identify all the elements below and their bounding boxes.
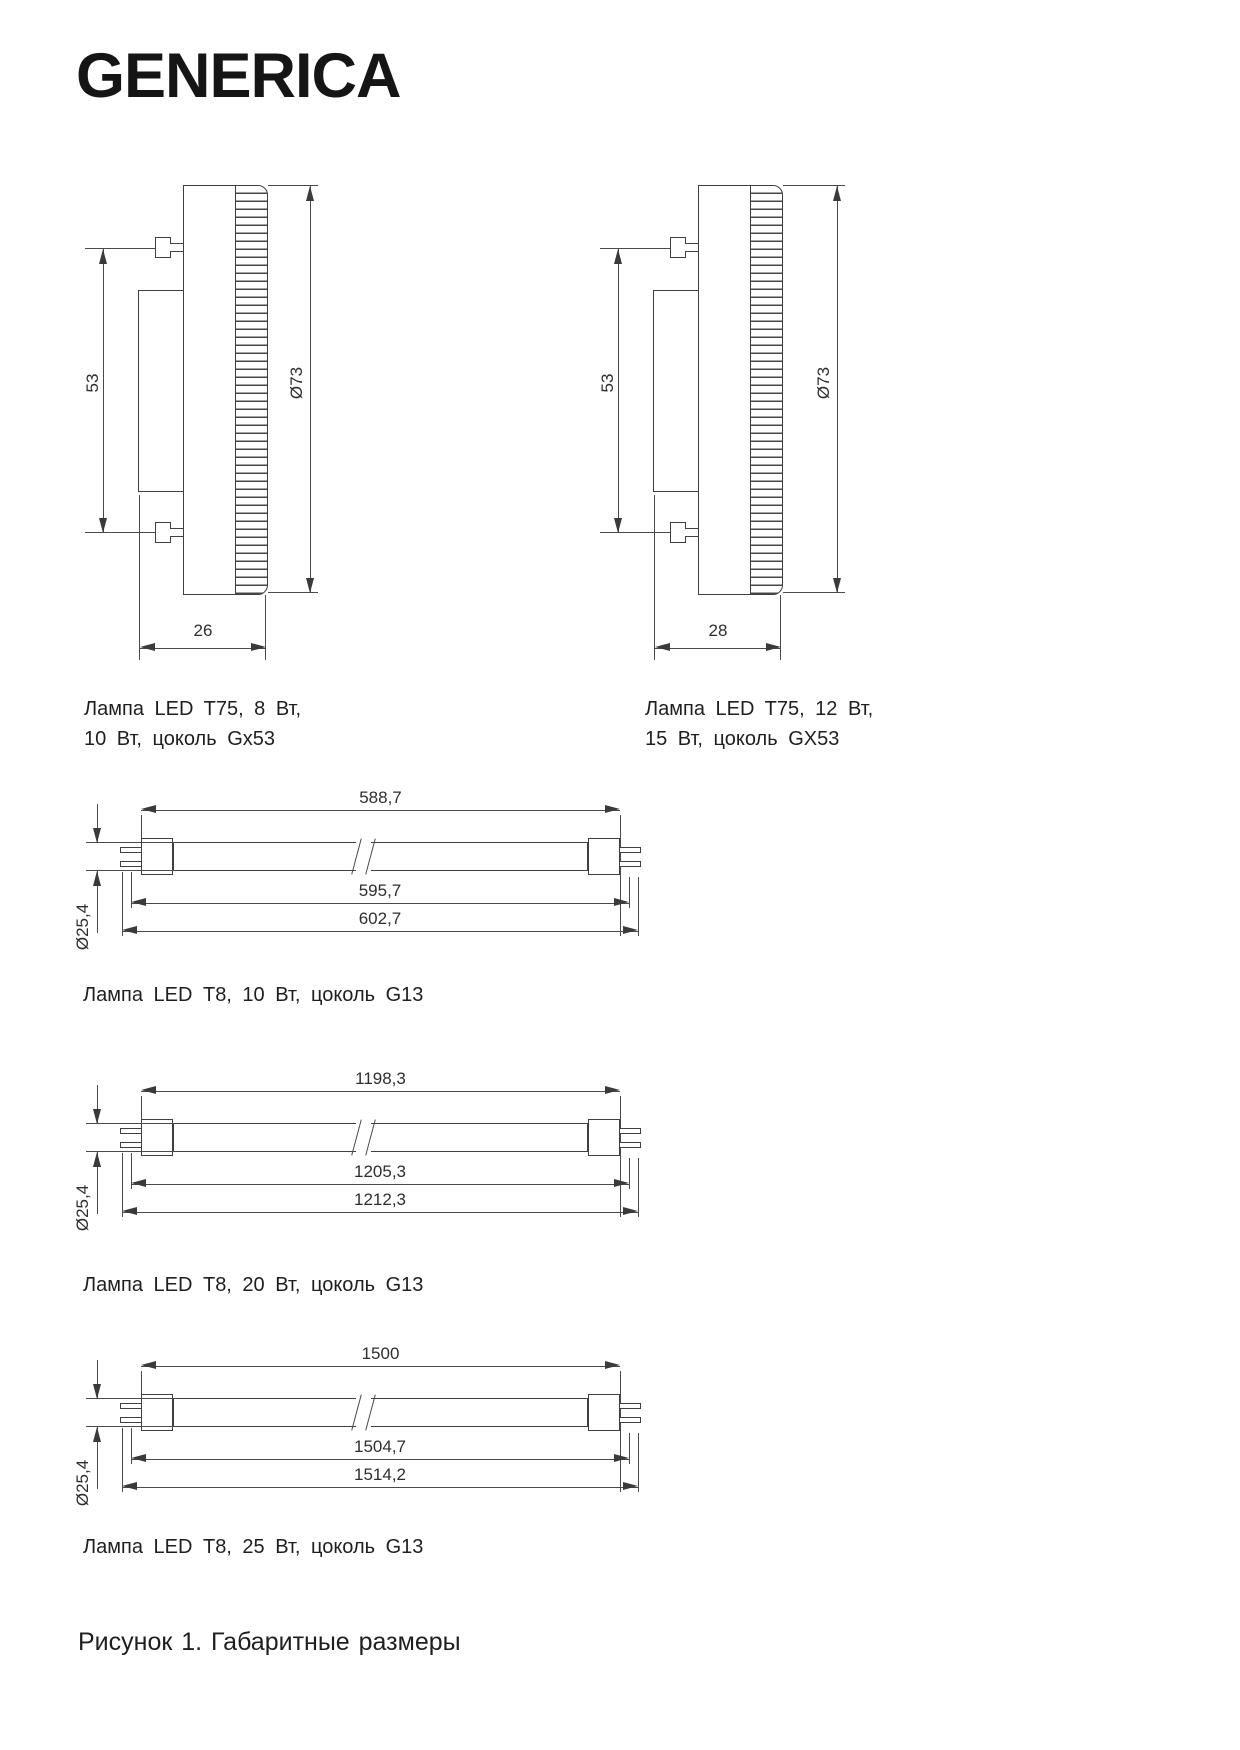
dimension-line [141,1366,620,1367]
lamp-ribbed-diffuser [750,185,783,595]
dimension-line [122,1212,638,1213]
arrowhead-icon [251,643,266,651]
diameter-dimension-label: Ø25,4 [73,1184,92,1232]
caption-t8-20w: Лампа LED Т8, 20 Вт, цоколь G13 [83,1274,424,1296]
diameter-dimension-label: Ø73 [287,366,306,400]
extension-line [600,532,672,533]
t8-tube-drawing-20w [60,1063,720,1283]
caption-gx53-8w [84,694,301,754]
length-dimension-label: 595,7 [358,881,402,900]
dimension-line [618,248,619,533]
contact-pin [670,237,686,258]
end-cap [588,1394,620,1431]
dimension-line [837,185,838,593]
lamp-body [698,185,751,595]
g13-pin [619,861,641,867]
extension-line [600,248,672,249]
arrowhead-icon [99,518,107,533]
length-dimension-label: 1504,7 [354,1437,406,1456]
diameter-dimension-label: Ø73 [814,366,833,400]
length-dimension-label: 602,7 [358,909,402,928]
dimension-line [103,248,104,533]
contact-pin-stem [685,528,699,537]
brand-logo: GENERICA [76,41,401,111]
dimension-line [131,1184,629,1185]
caption-gx53-12w [645,694,873,754]
lamp-backplate [653,290,699,492]
extension-line [141,815,142,839]
g13-pin [120,1417,142,1423]
diameter-dimension-label: Ø25,4 [73,903,92,951]
length-dimension-label: 1212,3 [354,1190,406,1209]
dimension-line [122,1487,638,1488]
t8-tube-drawing-25w [60,1338,720,1558]
arrowhead-icon [93,1109,101,1124]
gx53-lamp-drawing-8w [70,160,380,705]
tube-glass [173,1398,588,1427]
extension-line [139,495,140,660]
g13-pin [619,1128,641,1134]
arrowhead-icon [93,1384,101,1399]
arrowhead-icon [93,1427,101,1442]
caption-line: Лампа LED T75, 8 Вт, [84,698,302,720]
extension-line [141,1096,142,1120]
extension-line [629,1158,630,1189]
extension-line [638,877,639,936]
caption-line: 10 Вт, цоколь Gx53 [84,728,275,750]
tube-glass [173,1123,588,1152]
dimension-line [122,931,638,932]
end-cap [588,1119,620,1156]
depth-dimension-label: 28 [708,621,728,640]
length-dimension-label: 588,7 [359,788,402,807]
caption-t8-10w: Лампа LED Т8, 10 Вт, цоколь G13 [83,984,424,1006]
diameter-dimension-label: Ø25,4 [73,1459,92,1507]
height-dimension-label: 53 [598,373,617,393]
contact-pin-stem [685,243,699,252]
extension-line [654,495,655,660]
extension-line [638,1158,639,1217]
arrowhead-icon [140,643,155,651]
g13-pin [120,861,142,867]
arrowhead-icon [766,643,781,651]
length-dimension-label: 1514,2 [354,1465,406,1484]
height-dimension-label: 53 [83,373,102,393]
length-dimension-label: 1205,3 [354,1162,406,1181]
extension-line [629,877,630,908]
dimension-line [131,903,629,904]
tube-glass [173,842,588,871]
g13-pin [619,1142,641,1148]
t8-tube-drawing-10w [60,782,720,1002]
arrowhead-icon [614,249,622,264]
g13-pin [120,1403,142,1409]
extension-line [638,1433,639,1492]
arrowhead-icon [833,186,841,201]
dimension-line [655,648,781,649]
caption-line: Лампа LED T75, 12 Вт, [645,698,874,720]
dimension-line [141,810,620,811]
arrowhead-icon [614,518,622,533]
gx53-lamp-drawing-12w [585,160,895,705]
arrowhead-icon [655,643,670,651]
arrowhead-icon [306,578,314,593]
extension-line [629,1433,630,1464]
extension-line [141,1371,142,1395]
g13-pin [120,847,142,853]
end-cap [588,838,620,875]
length-dimension-label: 1198,3 [355,1069,406,1088]
arrowhead-icon [93,871,101,886]
caption-t8-25w: Лампа LED Т8, 25 Вт, цоколь G13 [83,1536,424,1558]
length-dimension-label: 1500 [361,1344,400,1363]
figure-caption: Рисунок 1. Габаритные размеры [78,1628,461,1656]
depth-dimension-label: 26 [193,621,213,640]
caption-line: 15 Вт, цоколь GX53 [645,728,840,750]
arrowhead-icon [99,249,107,264]
contact-pin [155,237,171,258]
g13-pin [619,1403,641,1409]
lamp-backplate [138,290,184,492]
contact-pin-stem [170,528,184,537]
dimension-line [140,648,266,649]
contact-pin [670,522,686,543]
dimension-line [310,185,311,593]
lamp-ribbed-diffuser [235,185,268,595]
extension-line [85,532,157,533]
g13-pin [619,1417,641,1423]
dimension-line [141,1091,620,1092]
dimension-line [131,1459,629,1460]
arrowhead-icon [306,186,314,201]
contact-pin [155,522,171,543]
g13-pin [619,847,641,853]
contact-pin-stem [170,243,184,252]
extension-line [85,248,157,249]
arrowhead-icon [833,578,841,593]
arrowhead-icon [93,828,101,843]
arrowhead-icon [93,1152,101,1167]
g13-pin [120,1142,142,1148]
lamp-body [183,185,236,595]
g13-pin [120,1128,142,1134]
